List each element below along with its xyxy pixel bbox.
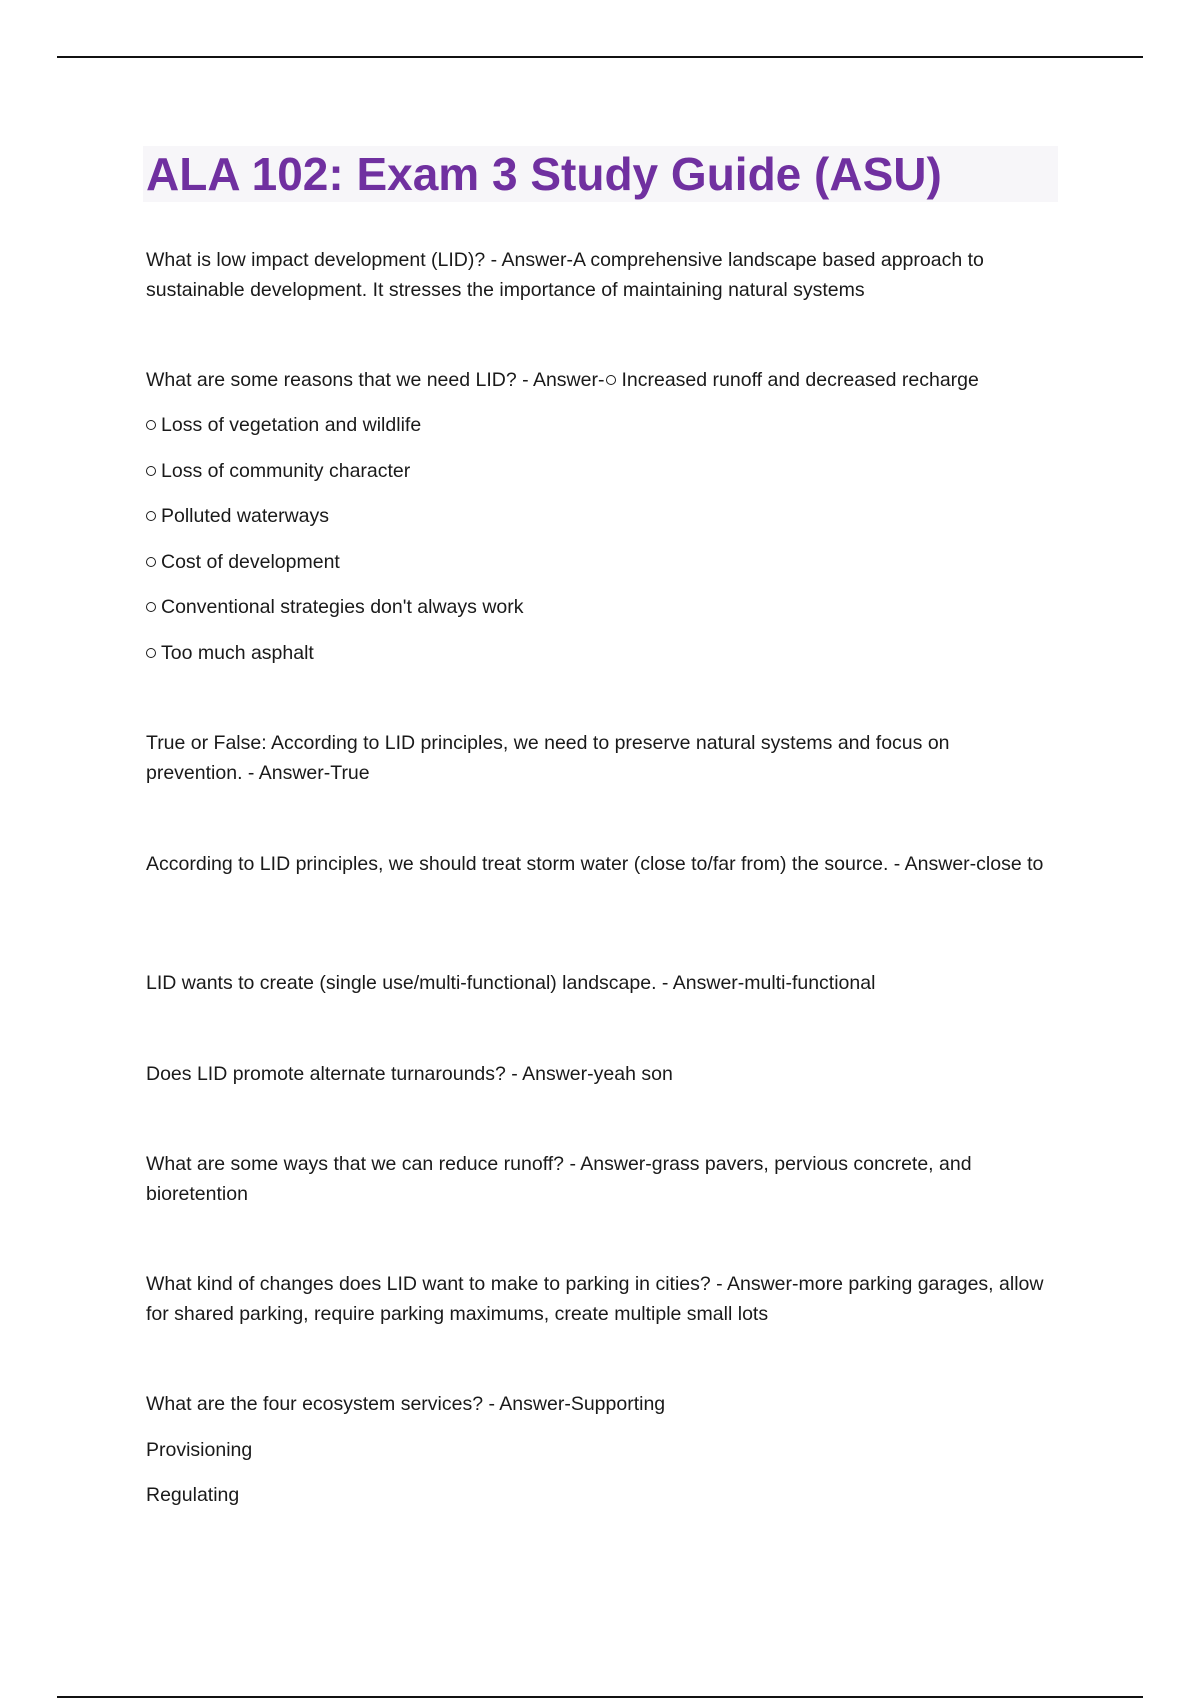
bullet-text: Conventional strategies don't always work	[161, 596, 524, 618]
qa-item-storm-water: According to LID principles, we should treat storm water (close to/far from) the source. - Answer-close to	[146, 853, 1044, 875]
bullet-text: Cost of development	[161, 551, 340, 573]
qa-item-reduce-runoff: What are some ways that we can reduce runoff? - Answer-grass pavers, pervious concrete, and bioretention	[146, 1153, 972, 1205]
hollow-bullet-icon	[146, 648, 156, 658]
qa-item-true-false: True or False: According to LID principles, we need to preserve natural systems and focus on prevention. - Answer-True	[146, 732, 950, 784]
hollow-bullet-icon	[146, 420, 156, 430]
bullet-text: Polluted waterways	[161, 505, 329, 527]
list-item	[146, 638, 1046, 668]
document-title: ALA 102: Exam 3 Study Guide (ASU)	[146, 148, 942, 200]
list-item	[146, 501, 1046, 531]
qa-item-ecosystem-services: What are the four ecosystem services? - Answer-Supporting	[146, 1393, 666, 1415]
footer-rule	[57, 1696, 1143, 1698]
qa-item-reasons	[146, 365, 1046, 395]
bullet-text: Loss of community character	[161, 460, 411, 482]
list-item: Regulating	[146, 1484, 240, 1506]
list-item	[146, 547, 1046, 577]
list-item	[146, 410, 1046, 440]
bullet-text: Too much asphalt	[161, 642, 314, 664]
hollow-bullet-icon	[146, 557, 156, 567]
header-rule	[57, 56, 1143, 58]
qa-item-turnarounds: Does LID promote alternate turnarounds? - Answer-yeah son	[146, 1063, 673, 1085]
qa-question-text: What are some reasons that we need LID? - Answer-	[146, 369, 605, 391]
list-item	[146, 456, 1046, 486]
bullet-text: Increased runoff and decreased recharge	[621, 369, 979, 391]
qa-item-lid-definition: What is low impact development (LID)? - Answer-A comprehensive landscape based approach to sustainable development. It stresses the importance of maintaining natural systems	[146, 249, 984, 301]
list-item	[146, 592, 1046, 622]
hollow-bullet-icon	[146, 511, 156, 521]
hollow-bullet-icon	[606, 375, 616, 385]
hollow-bullet-icon	[146, 602, 156, 612]
qa-item-parking: What kind of changes does LID want to make to parking in cities? - Answer-more parking garages, allow for shared parking, require parking maximums, create multiple small lots	[146, 1273, 1044, 1325]
bullet-text: Loss of vegetation and wildlife	[161, 414, 422, 436]
list-item: Provisioning	[146, 1439, 253, 1461]
qa-item-landscape: LID wants to create (single use/multi-functional) landscape. - Answer-multi-functional	[146, 972, 876, 994]
hollow-bullet-icon	[146, 466, 156, 476]
